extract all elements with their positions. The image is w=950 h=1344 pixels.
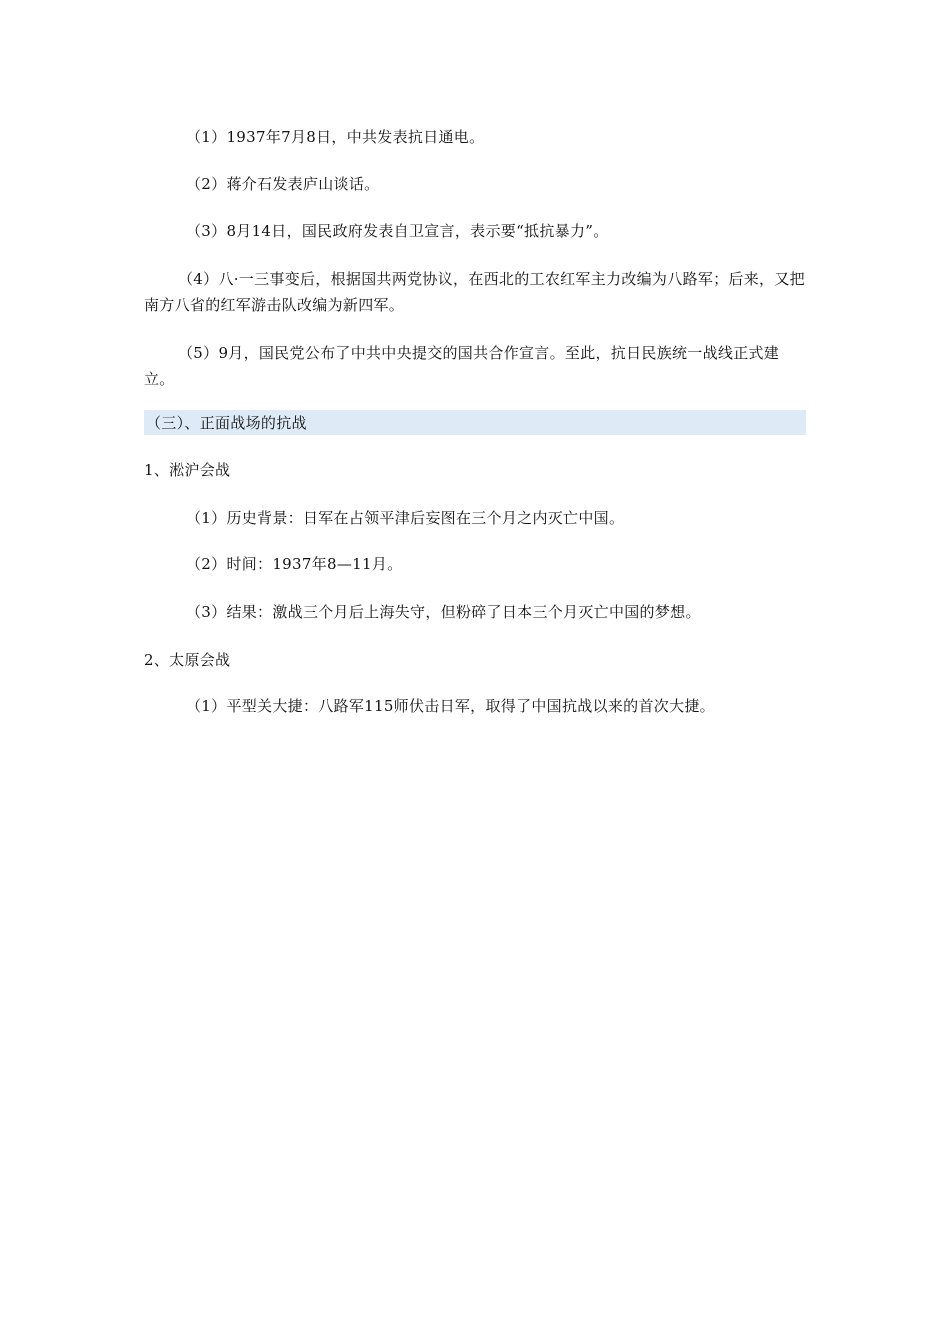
list-item: （3）结果：激战三个月后上海失守，但粉碎了日本三个月灭亡中国的梦想。 — [186, 603, 701, 621]
section-heading-bar — [144, 410, 806, 435]
subsection-title: 1、淞沪会战 — [144, 461, 231, 479]
list-item: （1）历史背景：日军在占领平津后妄图在三个月之内灭亡中国。 — [186, 509, 625, 527]
list-item: （2）时间：1937年8—11月。 — [186, 555, 403, 573]
section-heading: （三）、正面战场的抗战 — [146, 414, 307, 432]
list-item: （1）1937年7月8日，中共发表抗日通电。 — [186, 128, 485, 146]
list-item: （3）8月14日，国民政府发表自卫宣言，表示要“抵抗暴力”。 — [186, 222, 609, 240]
list-item: （2）蒋介石发表庐山谈话。 — [186, 175, 380, 193]
list-item: （5）9月，国民党公布了中共中央提交的国共合作宣言。至此，抗日民族统一战线正式建立。 — [144, 344, 780, 388]
subsection-title: 2、太原会战 — [144, 651, 231, 669]
list-item: （1）平型关大捷：八路军115师伏击日军，取得了中国抗战以来的首次大捷。 — [186, 697, 715, 715]
list-item: （4）八·一三事变后，根据国共两党协议，在西北的工农红军主力改编为八路军；后来，又把南方八省的红军游击队改编为新四军。 — [144, 270, 805, 314]
